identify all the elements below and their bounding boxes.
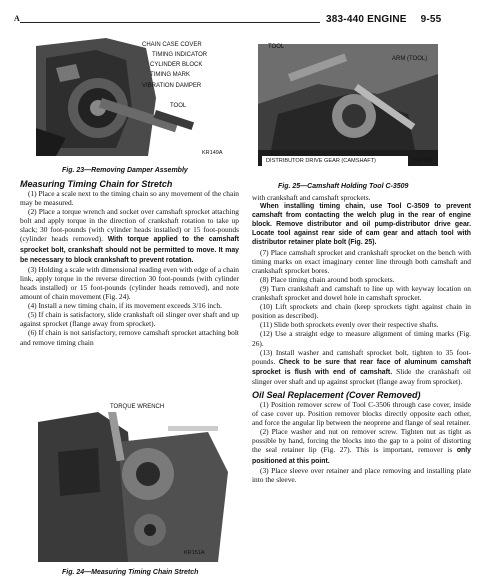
callout-tool-25: TOOL (268, 44, 285, 50)
tool-c3509-instruction: When installing timing chain, use Tool C-3509 to prevent camshaft from contacting the welch plug in the rear of engine block. Remove distributor and oil pump-distributor drive gear. Locate tool against rear side of cam gear and attach tool with distributor retainer plate bolt (Fig. 25). (252, 203, 471, 247)
figure-24-image (38, 412, 238, 562)
left-column-text (20, 179, 239, 347)
seal-step-2-note: only positioned at this point. (252, 447, 471, 465)
step-4: (4) Install a new timing chain, if its movement exceeds 3/16 inch. (28, 301, 222, 311)
seal-step-1: (1) Position remover screw of Tool C-3506 through case cover, inside of case cover up. Position remover blocks directly opposite each other, and force the angular lip between the neoprene and flange of seal retainer. (252, 399, 471, 428)
figure-24-caption: Fig. 24—Measuring Timing Chain Stretch (62, 569, 199, 576)
step-13-text: (13) Install washer and camshaft sprocket bolt, tighten to 35 foot-pounds. (252, 347, 471, 366)
step-7: (7) Place camshaft sprocket and crankshaft sprocket on the bench with timing marks on exact imaginary center line through both camshaft and crankshaft sprocket bores. (252, 247, 471, 275)
header-left-marker: A (14, 14, 20, 23)
figure-23-id: KR149A (202, 150, 223, 156)
figure-24-id: KR151A (184, 550, 205, 556)
callout-timing-mark: TIMING MARK (150, 72, 190, 78)
header-title: 383-440 ENGINE (326, 14, 407, 25)
seal-step-2 (252, 427, 471, 465)
callout-tool: TOOL (170, 103, 187, 109)
callout-distributor-drive-gear: DISTRIBUTOR DRIVE GEAR (CAMSHAFT) (266, 158, 376, 164)
callout-cylinder-block: CYLINDER BLOCK (150, 62, 203, 68)
callout-torque-wrench: TORQUE WRENCH (110, 404, 165, 410)
step-3: (3) Holding a scale with dimensional reading even with edge of a chain link, apply torque in the reverse direction 30 foot-pounds (with cylinder heads installed) or 15 foot-pounds (cylinder heads removed), and note amount of chain movement (Fig. 24). (20, 264, 239, 302)
step-13-end: Slide the crankshaft oil slinger over shaft and up against sprocket (flange away from sprocket). (252, 366, 471, 386)
page-number: 9-55 (420, 14, 442, 25)
section-heading-oil-seal: Oil Seal Replacement (Cover Removed) (252, 389, 421, 400)
callout-vibration-damper: VIBRATION DAMPER (142, 83, 202, 89)
page-header (326, 14, 441, 25)
step-12: (12) Use a straight edge to measure alignment of timing marks (Fig. 26). (252, 329, 471, 348)
step-13 (252, 348, 471, 386)
figure-25-caption: Fig. 25—Camshaft Holding Tool C-3509 (278, 183, 409, 190)
step-10: (10) Lift sprockets and chain (keep sprockets tight against chain in position as described). (252, 302, 471, 321)
header-rule (20, 22, 320, 23)
seal-step-3: (3) Place sleeve over retainer and place removing and installing plate into the sleeve. (252, 465, 471, 484)
step-9: (9) Turn crankshaft and camshaft to line up with keyway location on crankshaft sprocket and dowel hole in camshaft sprocket. (252, 283, 471, 303)
callout-arm-tool: ARM (TOOL) (392, 56, 428, 62)
step-2-text: (2) Place a torque wrench and socket over camshaft sprocket attaching bolt and apply torque in the direction of crankshaft rotation to take up slack; 30 foot-pounds (with cylinder heads installed) or 15 foot-pounds (cylinder heads removed). (20, 207, 239, 244)
seal-step-2-text: (2) Place washer and nut on remover screw. Tighten nut as tight as possible by hand, forcing the blocks into the gap to a point of distorting the seal retainer lip (Fig. 27). This is important, remover is (252, 427, 471, 455)
step-11: (11) Slide both sprockets evenly over their respective shafts. (260, 320, 439, 330)
figure-23-caption: Fig. 23—Removing Damper Assembly (62, 167, 188, 174)
step-2-warning: With torque applied to the camshaft sprocket bolt, crankshaft should not be permitted to move. It may be necessary to block crankshaft to prevent rotation. (20, 236, 239, 264)
right-column-text (252, 193, 471, 484)
figure-25-image (258, 44, 438, 166)
section-heading-timing-chain: Measuring Timing Chain for Stretch (20, 179, 173, 189)
continued-text: with crankshaft and camshaft sprockets. (252, 193, 371, 202)
callout-timing-indicator: TIMING INDICATOR (152, 52, 208, 58)
figure-25-id: KR 162 (414, 158, 433, 164)
step-8: (8) Place timing chain around both sprockets. (260, 274, 395, 284)
step-2 (20, 207, 239, 265)
figure-23-image (36, 38, 240, 156)
step-1: (1) Place a scale next to the timing chain so any movement of the chain may be measured. (20, 189, 239, 208)
step-6: (6) If chain is not satisfactory, remove camshaft sprocket attaching bolt and remove timing chain (20, 328, 239, 347)
step-5: (5) If chain is satisfactory, slide crankshaft oil slinger over shaft and up against sprocket (flange away from sprocket). (20, 310, 239, 329)
callout-chain-case-cover: CHAIN CASE COVER (142, 42, 202, 48)
step-13-check: Check to be sure that rear face of aluminum camshaft sprocket is flush with end of camshaft. (252, 358, 471, 376)
